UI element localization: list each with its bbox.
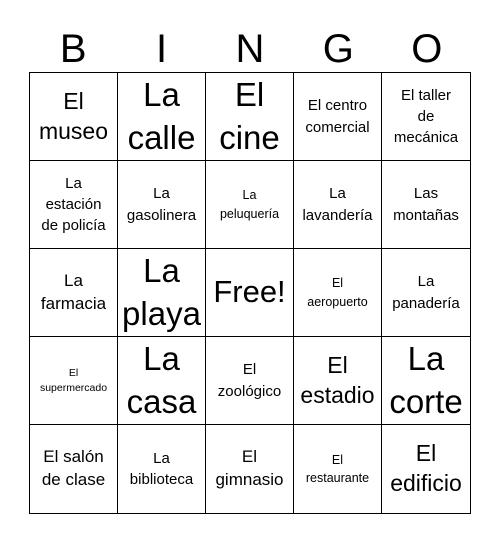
bingo-cell[interactable]: La gasolinera (118, 161, 206, 249)
header-letter-o: O (411, 27, 443, 71)
bingo-cell[interactable]: La farmacia (30, 249, 118, 337)
bingo-cell[interactable]: El edificio (390, 440, 462, 496)
bingo-cell[interactable]: El taller de mecánica (382, 73, 470, 161)
bingo-cell[interactable]: La peluquería (206, 161, 294, 249)
header-letter-g: G (322, 27, 354, 71)
bingo-cell[interactable]: El supermercado (30, 337, 118, 425)
bingo-cell[interactable]: La estación de policía (30, 161, 118, 249)
free-space[interactable]: Free! (206, 249, 294, 337)
bingo-board (29, 72, 471, 514)
bingo-cell[interactable]: El zoológico (206, 337, 294, 425)
bingo-cell[interactable]: El cine (206, 73, 294, 161)
bingo-cell[interactable]: La calle (118, 73, 206, 161)
bingo-cell[interactable]: El aeropuerto (294, 249, 382, 337)
bingo-cell[interactable]: El restaurante (294, 425, 382, 513)
bingo-header (29, 24, 471, 74)
bingo-cell[interactable]: La casa (118, 337, 206, 425)
header-letter-b: B (59, 27, 87, 71)
bingo-cell[interactable]: El museo (30, 73, 118, 161)
bingo-cell[interactable]: La biblioteca (118, 425, 206, 513)
bingo-cell[interactable]: Las montañas (382, 161, 470, 249)
header-letter-n: N (235, 27, 265, 71)
header-letter-i: I (156, 27, 168, 71)
bingo-cell[interactable]: El estadio (294, 337, 382, 425)
bingo-cell[interactable]: El salón de clase (30, 425, 118, 513)
bingo-cell[interactable]: La corte (382, 337, 470, 425)
bingo-cell[interactable]: La playa (118, 249, 206, 337)
bingo-cell[interactable]: La panadería (382, 249, 470, 337)
bingo-cell[interactable]: El gimnasio (206, 425, 294, 513)
bingo-cell[interactable]: La lavandería (294, 161, 382, 249)
bingo-cell[interactable]: El centro comercial (294, 73, 382, 161)
